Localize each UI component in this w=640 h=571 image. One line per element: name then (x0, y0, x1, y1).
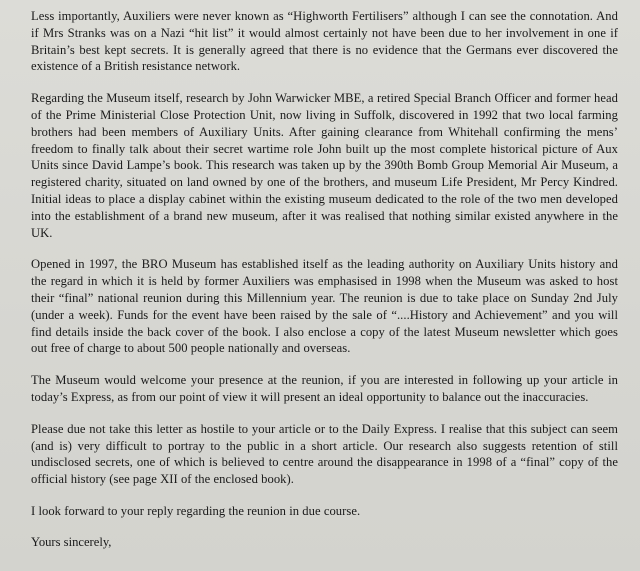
paragraph-auxiliers: Less importantly, Auxiliers were never known as “Highworth Fertilisers” although I can see the connotation. And if Mrs Stranks was on a Nazi “hit list” it would almost certainly not have been due to her involvement in one if Britain’s best kept secrets. It is generally agreed that there is no evidence that the Germans ever discovered the existence of a British resistance network. (31, 9, 618, 74)
paragraph-look-forward: I look forward to your reply regarding the reunion in due course. (31, 503, 361, 518)
paragraph-bro-museum: Opened in 1997, the BRO Museum has established itself as the leading authority on Auxiliary Units history and the regard in which it is held by former Auxiliers was emphasised in 1998 when the Museum was asked to host their “final” national reunion during this Millennium year. The reunion is due to take place on Sunday 2nd July (under a week). Funds for the event have been raised by the sale of “....History and Achievement” and you will find details inside the back cover of the book. I also enclose a copy of the latest Museum newsletter which goes out free of charge to about 500 people nationally and overseas. (31, 257, 618, 356)
paragraph-reunion-invitation: The Museum would welcome your presence at the reunion, if you are interested in following up your article in today’s Express, as from our point of view it will present an ideal opportunity to balance out the inaccuracies. (31, 373, 618, 404)
paragraph-not-hostile: Please due not take this letter as hostile to your article or to the Daily Express. I realise that this subject can seem (and is) very difficult to portray to the public in a short article. Our research also suggests retention of still undisclosed secrets, one of which is believed to centre around the disappearance in 1998 of a “final” copy of the official history (see page XII of the enclosed book). (31, 421, 618, 487)
paragraph-museum-history: Regarding the Museum itself, research by John Warwicker MBE, a retired Special Branch Officer and former head of the Prime Ministerial Close Protection Unit, now living in Suffolk, discovered in 1992 that two local farming brothers had been members of Auxiliary Units. After gaining clearance from Whitehall confirming the mens’ freedom to finally talk about their secret wartime role John built up the most complete historical picture of Aux Units since David Lampe’s book. This research was taken up by the 390th Bomb Group Memorial Air Museum, a registered charity, situated on land owned by one of the brothers, and museum Life President, Mr Percy Kindred. Initial ideas to place a display cabinet within the existing museum dedicated to the role of the two men developed into the establishment of a brand new museum, after it was realised that nothing similar existed anywhere in the UK. (31, 91, 618, 240)
closing-line: Yours sincerely, (31, 534, 112, 549)
